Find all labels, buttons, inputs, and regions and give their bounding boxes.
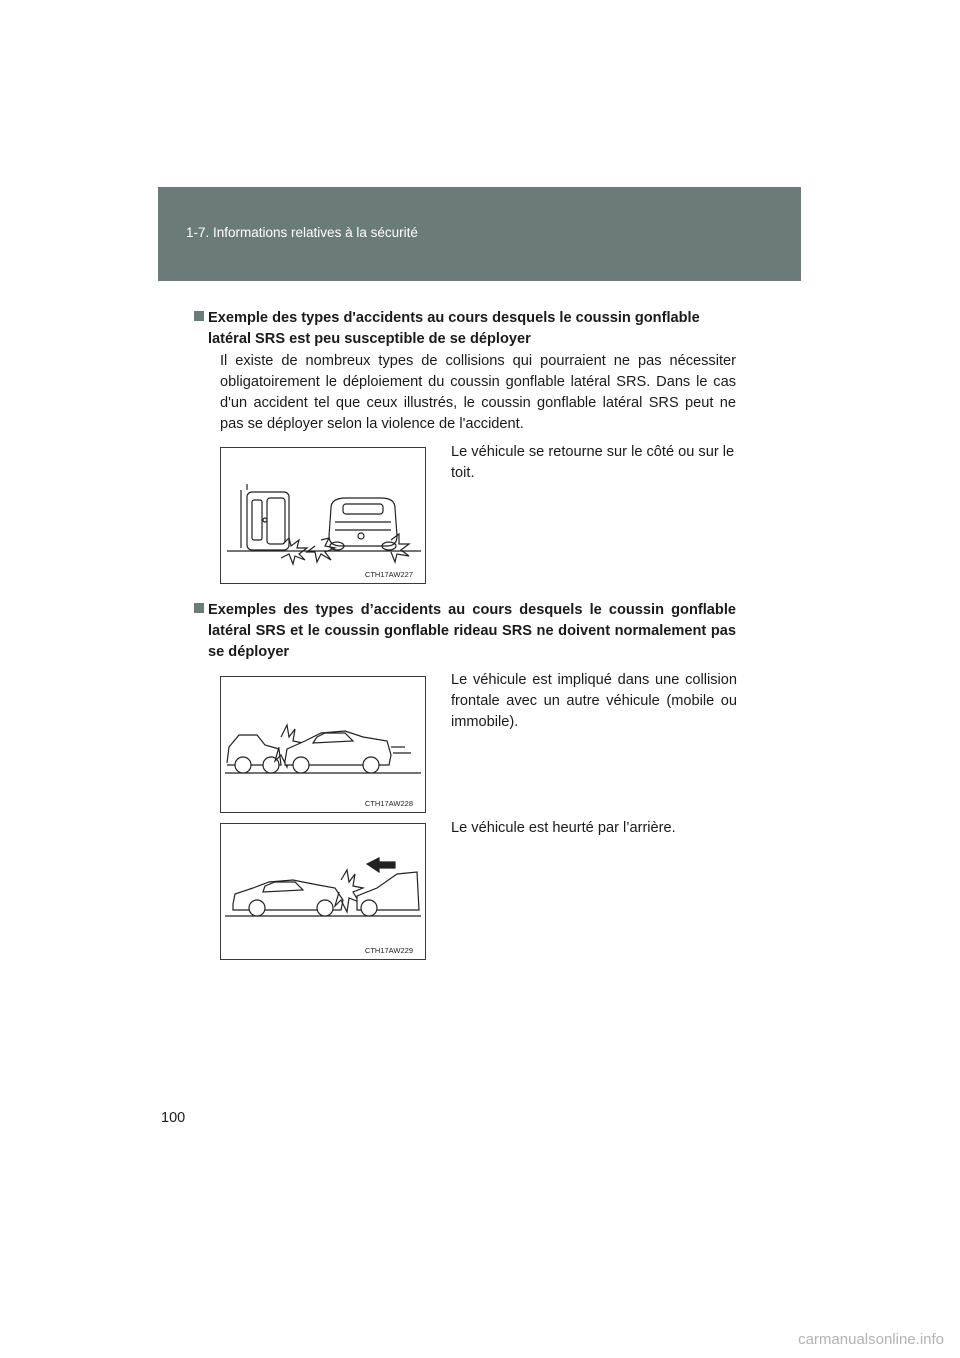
chapter-title: 1-7. Informations relatives à la sécurité	[186, 225, 418, 240]
section-2-heading	[208, 600, 736, 663]
figure-rear-caption: Le véhicule est heurté par l’arrière.	[451, 820, 676, 836]
figure-frontal-collision	[220, 676, 426, 813]
rollover-illustration	[221, 448, 426, 584]
section-bullet-icon	[194, 603, 204, 613]
chapter-header-bar	[158, 187, 801, 281]
section-1-title: Exemple des types d'accidents au cours desquels le coussin gonflable latéral SRS est peu susceptible de se déployer	[208, 310, 700, 347]
figure-rollover-caption: Le véhicule se retourne sur le côté ou sur le toit.	[451, 444, 735, 481]
figure-code: CTH17AW227	[364, 570, 413, 579]
figure-code: CTH17AW228	[364, 799, 413, 808]
rear-collision-illustration	[221, 824, 426, 960]
figure-rollover	[220, 447, 426, 584]
figure-frontal-caption: Le véhicule est impliqué dans une collision frontale avec un autre véhicule (mobile ou immobile).	[451, 672, 737, 730]
page-number: 100	[161, 1110, 186, 1126]
section-bullet-icon	[194, 311, 204, 321]
section-1-heading	[208, 308, 736, 350]
section-1-body: Il existe de nombreux types de collisions qui pourraient ne pas nécessiter obligatoirement le déploiement du coussin gonflable latéral SRS. Dans le cas d'un accident tel que ceux illustrés, le coussin gonflable latéral SRS peut ne pas se déployer selon la violence de l'accident.	[220, 353, 736, 432]
figure-code: CTH17AW229	[364, 946, 413, 955]
section-2-title: Exemples des types d’accidents au cours desquels le coussin gonflable latéral SRS et le coussin gonflable rideau SRS ne doivent normalement pas se déployer	[208, 602, 736, 660]
watermark: carmanualsonline.info	[798, 1331, 944, 1348]
figure-rear-collision	[220, 823, 426, 960]
frontal-collision-illustration	[221, 677, 426, 813]
